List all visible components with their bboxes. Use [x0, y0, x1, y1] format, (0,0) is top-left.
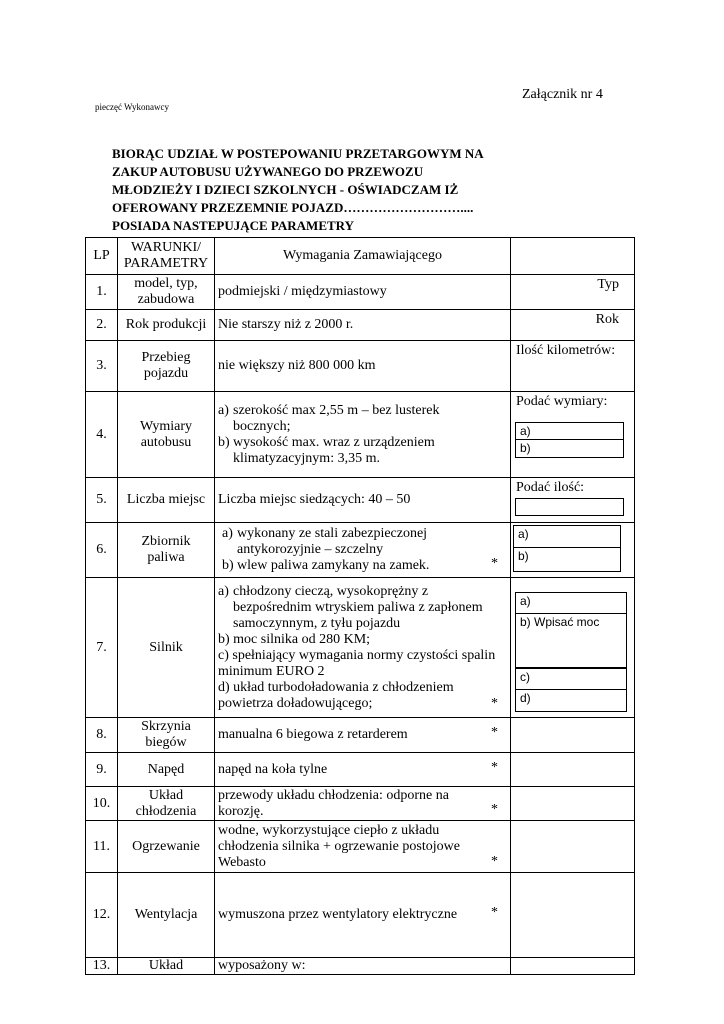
header-answer [511, 238, 635, 275]
row-requirement: Nie starszy niż z 2000 r. [215, 310, 511, 341]
row-parameter: Napęd [118, 753, 215, 787]
attachment-number: Załącznik nr 4 [522, 87, 603, 102]
row-parameter: Przebieg pojazdu [118, 341, 215, 392]
answer-cell-fuel-tank [511, 523, 635, 578]
row-parameter: Wentylacja [118, 873, 215, 958]
row-parameter: Ogrzewanie [118, 821, 215, 873]
row-requirement: podmiejski / międzymiastowy [215, 275, 511, 310]
header-lp: LP [86, 238, 118, 275]
row-number: 7. [86, 578, 118, 718]
row-requirement: a) szerokość max 2,55 m – bez lusterek bocznych; b) wysokość max. wraz z urządzeniem klimatyzacyjnym: 3,35 m. [215, 392, 511, 478]
table-row [86, 873, 635, 958]
table-row [86, 341, 635, 392]
table-row [86, 478, 635, 523]
row-number: 11. [86, 821, 118, 873]
answer-cell[interactable] [511, 718, 635, 753]
header-requirements: Wymagania Zamawiającego [215, 238, 511, 275]
answer-cell-type[interactable]: Typ [511, 275, 635, 310]
row-requirement: wymuszona przez wentylatory elektryczne * [215, 873, 511, 958]
row-number: 2. [86, 310, 118, 341]
row-requirement: napęd na koła tylne * [215, 753, 511, 787]
table-row [86, 392, 635, 478]
answer-cell-year[interactable]: Rok [511, 310, 635, 341]
tank-b-input-box[interactable]: b) [513, 548, 621, 572]
row-parameter: Rok produkcji [118, 310, 215, 341]
row-parameter: Układ [118, 958, 215, 975]
row-number: 13. [86, 958, 118, 975]
required-star: * [491, 854, 498, 869]
row-requirement: wodne, wykorzystujące ciepło z układu chłodzenia silnika + ogrzewanie postojowe Webasto * [215, 821, 511, 873]
contractor-stamp-label: pieczęć Wykonawcy [95, 102, 170, 112]
row-number: 8. [86, 718, 118, 753]
answer-cell-seats: Podać ilość: [511, 478, 635, 523]
row-number: 4. [86, 392, 118, 478]
row-number: 12. [86, 873, 118, 958]
row-parameter: Układ chłodzenia [118, 787, 215, 821]
answer-cell[interactable] [511, 753, 635, 787]
header-conditions: WARUNKI/ PARAMETRY [118, 238, 215, 275]
answer-cell-mileage[interactable]: Ilość kilometrów: [511, 341, 635, 392]
row-requirement: manualna 6 biegowa z retarderem * [215, 718, 511, 753]
engine-power-input-box[interactable]: b) Wpisać moc [515, 614, 627, 668]
table-row [86, 523, 635, 578]
declaration-title [112, 145, 522, 235]
answer-cell[interactable] [511, 821, 635, 873]
required-star: * [491, 905, 498, 920]
engine-a-input-box[interactable]: a) [515, 592, 627, 614]
row-parameter: Wymiary autobusu [118, 392, 215, 478]
table-row [86, 578, 635, 718]
row-parameter: Silnik [118, 578, 215, 718]
title-line: POSIADA NASTEPUJĄCE PARAMETRY [112, 218, 354, 233]
row-parameter: Skrzynia biegów [118, 718, 215, 753]
row-requirement: nie większy niż 800 000 km [215, 341, 511, 392]
engine-c-input-box[interactable]: c) [515, 668, 627, 690]
row-number: 9. [86, 753, 118, 787]
row-number: 5. [86, 478, 118, 523]
table-row [86, 718, 635, 753]
table-row [86, 753, 635, 787]
row-number: 3. [86, 341, 118, 392]
title-line: MŁODZIEŻY I DZIECI SZKOLNYCH - OŚWIADCZAM IŻ [112, 182, 459, 197]
row-requirement: Liczba miejsc siedzących: 40 – 50 [215, 478, 511, 523]
row-requirement: przewody układu chłodzenia: odporne na korozję. * [215, 787, 511, 821]
required-star: * [491, 802, 498, 817]
answer-cell[interactable] [511, 787, 635, 821]
tank-a-input-box[interactable]: a) [513, 525, 621, 548]
table-row [86, 958, 635, 975]
seats-input-box[interactable] [515, 498, 624, 516]
required-star: * [491, 760, 498, 775]
answer-cell-engine [511, 578, 635, 718]
row-parameter: Liczba miejsc [118, 478, 215, 523]
engine-d-input-box[interactable]: d) [515, 690, 627, 712]
title-line: BIORĄC UDZIAŁ W POSTEPOWANIU PRZETARGOWYM NA [112, 146, 484, 161]
required-star: * [491, 556, 498, 571]
title-line: ZAKUP AUTOBUSU UŻYWANEGO DO PRZEWOZU [112, 164, 424, 179]
required-star: * [491, 725, 498, 740]
row-parameter: model, typ, zabudowa [118, 275, 215, 310]
title-line: OFEROWANY PRZEZEMNIE POJAZD……………………….... [112, 200, 474, 215]
height-input-box[interactable]: b) [515, 440, 624, 458]
table-header-row [86, 238, 635, 275]
table-row [86, 275, 635, 310]
answer-cell-dimensions: Podać wymiary: a) b) [511, 392, 635, 478]
row-requirement: wyposażony w: [215, 958, 511, 975]
row-parameter: Zbiornik paliwa [118, 523, 215, 578]
table-row [86, 787, 635, 821]
row-number: 1. [86, 275, 118, 310]
table-row [86, 310, 635, 341]
row-number: 6. [86, 523, 118, 578]
row-requirement: a) wykonany ze stali zabezpieczonej antykorozyjnie – szczelny b) wlew paliwa zamykany na zamek. * [215, 523, 511, 578]
answer-cell[interactable] [511, 873, 635, 958]
table-row [86, 821, 635, 873]
parameters-table [85, 237, 635, 975]
width-input-box[interactable]: a) [515, 422, 624, 440]
required-star: * [491, 696, 498, 711]
row-number: 10. [86, 787, 118, 821]
answer-cell[interactable] [511, 958, 635, 975]
row-requirement: a) chłodzony cieczą, wysokoprężny z bezpośrednim wtryskiem paliwa z zapłonem samoczynnym, z tyłu pojazdu b) moc silnika od 280 KM; c) spełniający wymagania normy czystości spalin minimum EURO 2 d) układ turbodoładowania z chłodzeniem powietrza doładowującego; * [215, 578, 511, 718]
